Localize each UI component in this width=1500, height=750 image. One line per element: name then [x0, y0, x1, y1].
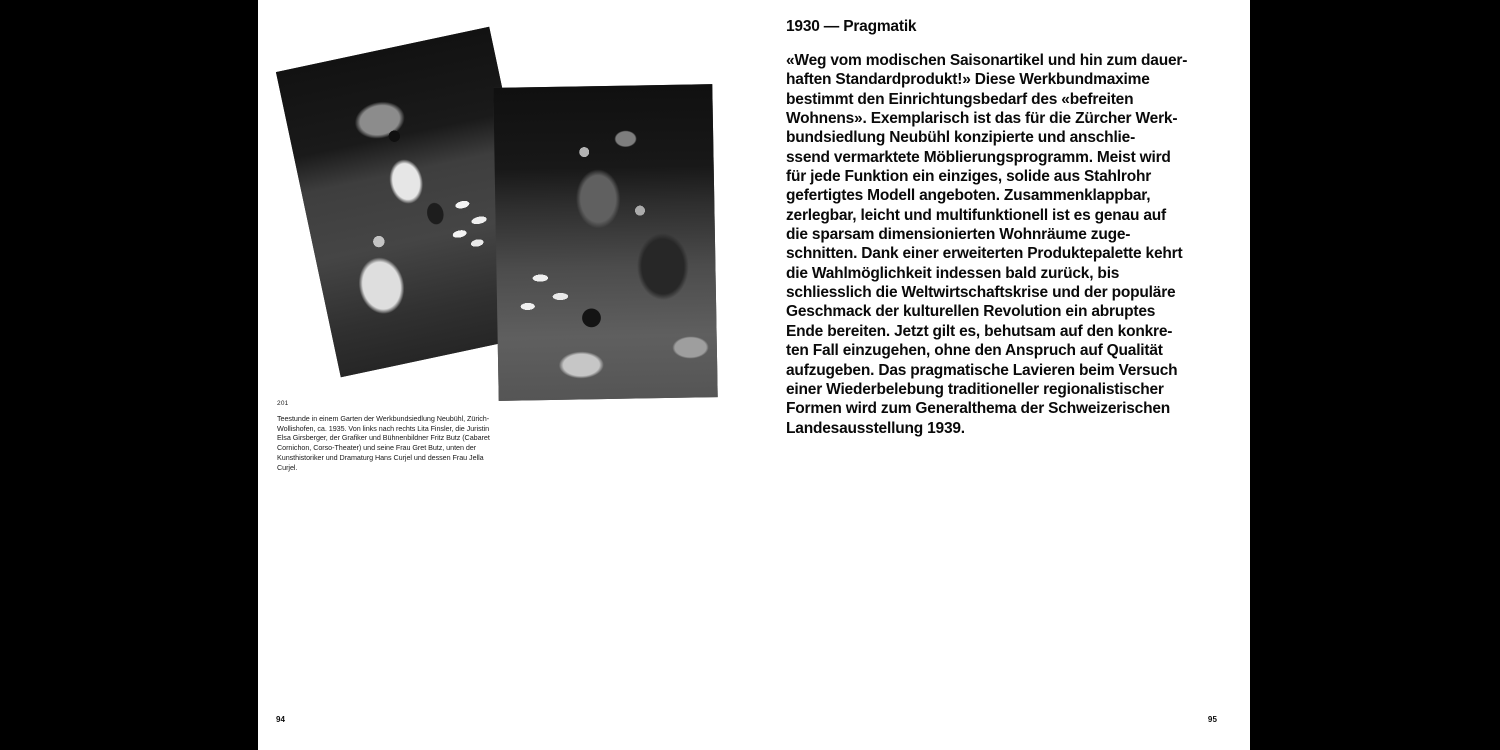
- text-line: Wohnens». Exemplarisch ist das für die Zürcher Werk-: [786, 110, 1178, 128]
- text-line: die Wahlmöglichkeit indessen bald zurück, bis: [786, 264, 1120, 282]
- text-line: haften Standardprodukt!» Diese Werkbundmaxime: [786, 71, 1150, 89]
- text-line: bundsiedlung Neubühl konzipierte und anschlie-: [786, 129, 1136, 147]
- text-line: Wollishofen, ca. 1935. Von links nach rechts Lita Finsler, die Juristin: [277, 423, 490, 433]
- body-text: [786, 51, 1226, 438]
- text-line: ssend vermarktete Möblierungsprogramm. Meist wird: [786, 148, 1171, 166]
- page-number-left: 94: [276, 715, 286, 724]
- page-number-right: 95: [1207, 715, 1217, 724]
- text-line: Landesausstellung 1939.: [786, 419, 965, 437]
- text-line: schliesslich die Weltwirtschaftskrise und der populäre: [786, 284, 1176, 302]
- text-line: Cornichon, Corso-Theater) und seine Frau Gret Butz, unten der: [277, 443, 477, 453]
- text-line: die sparsam dimensionierten Wohnräume zuge-: [786, 226, 1131, 244]
- text-line: gefertigtes Modell angeboten. Zusammenklappbar,: [786, 187, 1151, 205]
- text-line: Ende bereiten. Jetzt gilt es, behutsam auf den konkre-: [786, 322, 1173, 340]
- text-line: Geschmack der kulturellen Revolution ein abruptes: [786, 303, 1156, 321]
- text-line: bestimmt den Einrichtungsbedarf des «befreiten: [786, 90, 1134, 108]
- figure-number: 201: [277, 400, 289, 407]
- photo-caption: [277, 414, 499, 472]
- text-line: zerlegbar, leicht und multifunktionell ist es genau auf: [786, 206, 1167, 224]
- text-line: ten Fall einzugehen, ohne den Anspruch auf Qualität: [786, 342, 1163, 360]
- text-line: Teestunde in einem Garten der Werkbundsiedlung Neubühl, Zürich-: [277, 414, 490, 423]
- text-line: für jede Funktion ein einziges, solide aus Stahlrohr: [786, 168, 1152, 186]
- text-line: «Weg vom modischen Saisonartikel und hin zum dauer-: [786, 52, 1188, 69]
- book-spread: [258, 0, 1250, 750]
- text-line: einer Wiederbelebung traditioneller regionalistischer: [786, 380, 1164, 398]
- text-line: Formen wird zum Generalthema der Schweizerischen: [786, 400, 1171, 418]
- text-line: Curjel.: [277, 462, 298, 472]
- photo-garden-tea-group: [493, 84, 717, 401]
- text-line: Elsa Girsberger, der Grafiker und Bühnenbildner Fritz Butz (Cabaret: [277, 433, 490, 443]
- text-line: aufzugeben. Das pragmatische Lavieren beim Versuch: [786, 361, 1178, 379]
- text-line: Kunsthistoriker und Dramaturg Hans Curjel und dessen Frau Jella: [277, 452, 484, 462]
- text-line: schnitten. Dank einer erweiterten Produktepalette kehrt: [786, 245, 1183, 263]
- section-heading: 1930 — Pragmatik: [786, 18, 917, 35]
